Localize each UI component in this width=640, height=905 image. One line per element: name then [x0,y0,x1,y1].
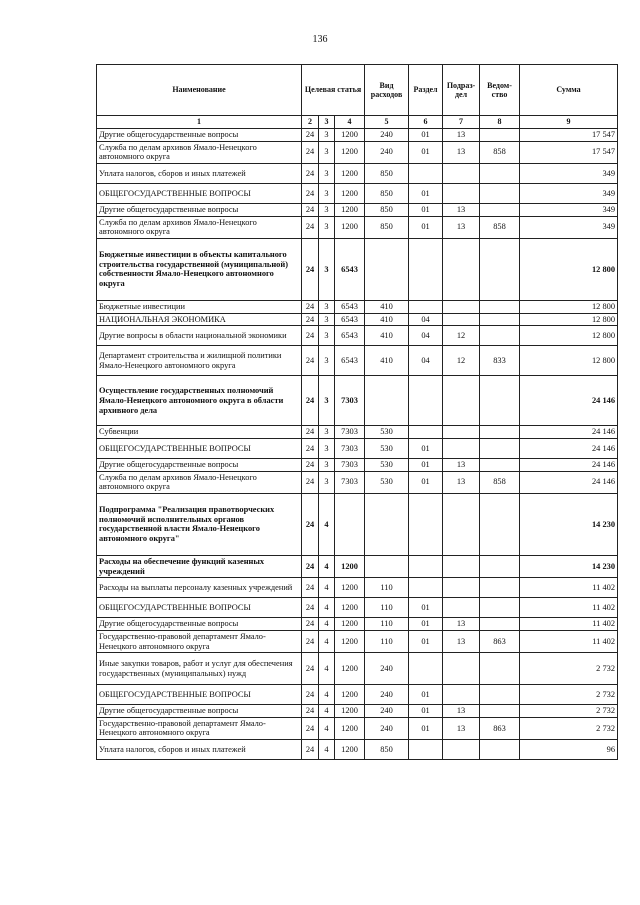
subsection-cell: 13 [443,630,480,652]
target-article-part1-cell: 24 [302,313,319,326]
target-article-part1-cell: 24 [302,376,319,426]
amount-cell: 14 230 [520,555,618,577]
department-cell [480,653,520,685]
target-article-part1-cell: 24 [302,598,319,618]
department-cell [480,129,520,142]
target-article-part1-cell: 24 [302,653,319,685]
target-article-part2-cell: 3 [319,183,335,203]
expense-type-cell: 850 [365,183,409,203]
target-article-part1-cell: 24 [302,163,319,183]
department-cell [480,598,520,618]
section-cell: 01 [409,717,443,739]
target-article-part2-cell: 4 [319,578,335,598]
target-article-part2-cell: 3 [319,216,335,238]
department-cell: 858 [480,141,520,163]
target-article-part2-cell: 3 [319,129,335,142]
target-article-part3-cell: 1200 [335,740,365,760]
expense-type-cell: 110 [365,630,409,652]
section-cell: 01 [409,216,443,238]
header-section: Раздел [409,65,443,116]
subsection-cell [443,238,480,300]
target-article-part3-cell: 1200 [335,203,365,216]
target-article-part2-cell: 3 [319,326,335,346]
column-number: 9 [520,116,618,129]
row-name-cell: Служба по делам архивов Ямало-Ненецкого автономного округа [97,141,302,163]
subsection-cell [443,493,480,555]
subsection-cell [443,376,480,426]
amount-cell: 2 732 [520,705,618,718]
target-article-part1-cell: 24 [302,203,319,216]
department-cell [480,313,520,326]
row-name-cell: Другие общегосударственные вопросы [97,458,302,471]
subsection-cell [443,555,480,577]
row-name-cell: Осуществление государственных полномочий Ямало-Ненецкого автономного округа в области архивного дела [97,376,302,426]
target-article-part2-cell: 3 [319,163,335,183]
target-article-part1-cell: 24 [302,141,319,163]
target-article-part2-cell: 3 [319,238,335,300]
column-number: 4 [335,116,365,129]
section-cell: 01 [409,438,443,458]
amount-cell: 24 146 [520,458,618,471]
expense-type-cell: 110 [365,598,409,618]
department-cell [480,203,520,216]
expense-type-cell: 850 [365,163,409,183]
target-article-part1-cell: 24 [302,346,319,376]
department-cell: 863 [480,717,520,739]
column-number: 7 [443,116,480,129]
target-article-part3-cell: 1200 [335,183,365,203]
row-name-cell: ОБЩЕГОСУДАРСТВЕННЫЕ ВОПРОСЫ [97,598,302,618]
subsection-cell [443,426,480,439]
target-article-part3-cell: 1200 [335,216,365,238]
department-cell [480,163,520,183]
department-cell [480,705,520,718]
target-article-part1-cell: 24 [302,438,319,458]
subsection-cell: 13 [443,458,480,471]
target-article-part3-cell: 6543 [335,346,365,376]
amount-cell: 12 800 [520,238,618,300]
target-article-part3-cell: 1200 [335,578,365,598]
section-cell: 01 [409,598,443,618]
section-cell: 01 [409,705,443,718]
target-article-part3-cell: 1200 [335,618,365,631]
row-name-cell: ОБЩЕГОСУДАРСТВЕННЫЕ ВОПРОСЫ [97,183,302,203]
table-row [97,376,618,426]
department-cell [480,740,520,760]
expense-type-cell: 240 [365,717,409,739]
subsection-cell [443,653,480,685]
column-number: 6 [409,116,443,129]
department-cell [480,618,520,631]
section-cell: 01 [409,618,443,631]
target-article-part3-cell: 1200 [335,717,365,739]
row-name-cell: Субвенции [97,426,302,439]
subsection-cell [443,183,480,203]
expense-type-cell: 240 [365,141,409,163]
column-number: 2 [302,116,319,129]
subsection-cell [443,313,480,326]
table-row [97,346,618,376]
table-row [97,740,618,760]
row-name-cell: Государственно-правовой департамент Ямало-Ненецкого автономного округа [97,717,302,739]
target-article-part2-cell: 3 [319,346,335,376]
expense-type-cell: 110 [365,618,409,631]
table-row [97,705,618,718]
target-article-part1-cell: 24 [302,630,319,652]
subsection-cell: 13 [443,216,480,238]
table-row [97,458,618,471]
target-article-part3-cell: 6543 [335,238,365,300]
row-name-cell: Другие общегосударственные вопросы [97,203,302,216]
row-name-cell: Другие общегосударственные вопросы [97,129,302,142]
row-name-cell: Служба по делам архивов Ямало-Ненецкого автономного округа [97,216,302,238]
subsection-cell: 12 [443,346,480,376]
subsection-cell [443,438,480,458]
section-cell [409,163,443,183]
section-cell: 01 [409,183,443,203]
target-article-part3-cell: 1200 [335,129,365,142]
section-cell: 04 [409,313,443,326]
expense-type-cell: 530 [365,426,409,439]
target-article-part2-cell: 3 [319,438,335,458]
row-name-cell: ОБЩЕГОСУДАРСТВЕННЫЕ ВОПРОСЫ [97,438,302,458]
amount-cell: 349 [520,183,618,203]
amount-cell: 17 547 [520,129,618,142]
subsection-cell [443,578,480,598]
target-article-part1-cell: 24 [302,493,319,555]
target-article-part1-cell: 24 [302,300,319,313]
row-name-cell: Уплата налогов, сборов и иных платежей [97,163,302,183]
row-name-cell: Служба по делам архивов Ямало-Ненецкого автономного округа [97,471,302,493]
target-article-part2-cell: 3 [319,141,335,163]
target-article-part3-cell: 6543 [335,313,365,326]
target-article-part1-cell: 24 [302,740,319,760]
subsection-cell [443,300,480,313]
target-article-part2-cell: 4 [319,555,335,577]
table-row [97,598,618,618]
target-article-part2-cell: 4 [319,630,335,652]
section-cell [409,376,443,426]
department-cell: 858 [480,216,520,238]
table-row [97,438,618,458]
target-article-part3-cell: 1200 [335,630,365,652]
subsection-cell: 13 [443,471,480,493]
table-row [97,426,618,439]
amount-cell: 24 146 [520,426,618,439]
amount-cell: 2 732 [520,717,618,739]
section-cell [409,300,443,313]
target-article-part3-cell: 1200 [335,555,365,577]
column-number: 1 [97,116,302,129]
table-row [97,141,618,163]
row-name-cell: Бюджетные инвестиции в объекты капитального строительства государственной (муниципальной) собственности Ямало-Ненецкого автономного округа [97,238,302,300]
department-cell: 833 [480,346,520,376]
amount-cell: 96 [520,740,618,760]
amount-cell: 24 146 [520,376,618,426]
target-article-part3-cell: 7303 [335,376,365,426]
department-cell [480,183,520,203]
department-cell [480,426,520,439]
target-article-part2-cell: 3 [319,458,335,471]
target-article-part3-cell: 1200 [335,598,365,618]
amount-cell: 11 402 [520,630,618,652]
table-row [97,313,618,326]
budget-table [96,64,618,760]
row-name-cell: Иные закупки товаров, работ и услуг для обеспечения государственных (муниципальных) нужд [97,653,302,685]
table-body [97,129,618,760]
column-number: 5 [365,116,409,129]
department-cell: 858 [480,471,520,493]
target-article-part1-cell: 24 [302,471,319,493]
amount-cell: 11 402 [520,618,618,631]
table-row [97,717,618,739]
target-article-part3-cell: 6543 [335,300,365,313]
expense-type-cell [365,555,409,577]
department-cell: 863 [480,630,520,652]
target-article-part2-cell: 4 [319,685,335,705]
row-name-cell: Другие общегосударственные вопросы [97,705,302,718]
table-row [97,493,618,555]
expense-type-cell: 240 [365,705,409,718]
target-article-part1-cell: 24 [302,426,319,439]
subsection-cell: 13 [443,203,480,216]
section-cell: 01 [409,458,443,471]
target-article-part2-cell: 4 [319,740,335,760]
target-article-part2-cell: 4 [319,717,335,739]
target-article-part2-cell: 4 [319,598,335,618]
target-article-part2-cell: 3 [319,376,335,426]
department-cell [480,685,520,705]
amount-cell: 12 800 [520,313,618,326]
table-row [97,578,618,598]
table-row [97,555,618,577]
section-cell [409,493,443,555]
subsection-cell: 12 [443,326,480,346]
column-number: 8 [480,116,520,129]
header-amount: Сумма [520,65,618,116]
target-article-part1-cell: 24 [302,685,319,705]
amount-cell: 11 402 [520,578,618,598]
department-cell [480,376,520,426]
table-row [97,163,618,183]
target-article-part1-cell: 24 [302,183,319,203]
expense-type-cell: 530 [365,438,409,458]
section-cell: 04 [409,326,443,346]
target-article-part2-cell: 3 [319,471,335,493]
expense-type-cell: 850 [365,203,409,216]
section-cell [409,653,443,685]
header-target-article: Целевая статья [302,65,365,116]
target-article-part3-cell: 7303 [335,426,365,439]
expense-type-cell [365,493,409,555]
header-subsection: Подраз-дел [443,65,480,116]
row-name-cell: НАЦИОНАЛЬНАЯ ЭКОНОМИКА [97,313,302,326]
subsection-cell [443,740,480,760]
table-row [97,183,618,203]
expense-type-cell: 240 [365,129,409,142]
row-name-cell: Государственно-правовой департамент Ямало-Ненецкого автономного округа [97,630,302,652]
target-article-part2-cell: 3 [319,313,335,326]
table-row [97,630,618,652]
target-article-part2-cell: 3 [319,203,335,216]
table-row [97,471,618,493]
amount-cell: 24 146 [520,438,618,458]
section-cell: 01 [409,129,443,142]
target-article-part3-cell: 1200 [335,685,365,705]
amount-cell: 12 800 [520,346,618,376]
subsection-cell: 13 [443,618,480,631]
subsection-cell [443,163,480,183]
target-article-part1-cell: 24 [302,216,319,238]
target-article-part3-cell [335,493,365,555]
expense-type-cell: 410 [365,313,409,326]
section-cell [409,426,443,439]
row-name-cell: Другие общегосударственные вопросы [97,618,302,631]
table-row [97,203,618,216]
expense-type-cell [365,376,409,426]
target-article-part3-cell: 1200 [335,141,365,163]
expense-type-cell: 410 [365,300,409,313]
row-name-cell: Другие вопросы в области национальной экономики [97,326,302,346]
subsection-cell: 13 [443,717,480,739]
section-cell: 01 [409,630,443,652]
row-name-cell: Бюджетные инвестиции [97,300,302,313]
target-article-part3-cell: 7303 [335,471,365,493]
section-cell: 01 [409,471,443,493]
row-name-cell: Подпрограмма "Реализация правотворческих полномочий исполнительных органов государственной власти Ямало-Ненецкого автономного округа" [97,493,302,555]
section-cell [409,740,443,760]
page-number: 136 [312,34,328,45]
target-article-part1-cell: 24 [302,129,319,142]
table-row [97,326,618,346]
header-name: Наименование [97,65,302,116]
header-row [97,65,618,116]
subsection-cell [443,598,480,618]
target-article-part1-cell: 24 [302,618,319,631]
expense-type-cell: 850 [365,740,409,760]
section-cell: 01 [409,203,443,216]
department-cell [480,493,520,555]
department-cell [480,238,520,300]
amount-cell: 2 732 [520,653,618,685]
department-cell [480,300,520,313]
table-row [97,618,618,631]
department-cell [480,578,520,598]
amount-cell: 349 [520,163,618,183]
column-number: 3 [319,116,335,129]
target-article-part3-cell: 1200 [335,653,365,685]
amount-cell: 2 732 [520,685,618,705]
target-article-part3-cell: 7303 [335,438,365,458]
expense-type-cell: 240 [365,685,409,705]
target-article-part3-cell: 7303 [335,458,365,471]
subsection-cell [443,685,480,705]
target-article-part3-cell: 1200 [335,163,365,183]
expense-type-cell [365,238,409,300]
subsection-cell: 13 [443,129,480,142]
section-cell: 01 [409,685,443,705]
target-article-part2-cell: 3 [319,426,335,439]
table-row [97,216,618,238]
expense-type-cell: 240 [365,653,409,685]
target-article-part2-cell: 4 [319,653,335,685]
expense-type-cell: 530 [365,471,409,493]
expense-type-cell: 410 [365,326,409,346]
table-row [97,300,618,313]
subsection-cell: 13 [443,705,480,718]
target-article-part3-cell: 6543 [335,326,365,346]
table-row [97,653,618,685]
target-article-part1-cell: 24 [302,326,319,346]
section-cell: 01 [409,141,443,163]
amount-cell: 14 230 [520,493,618,555]
amount-cell: 24 146 [520,471,618,493]
target-article-part1-cell: 24 [302,717,319,739]
department-cell [480,555,520,577]
table-row [97,129,618,142]
expense-type-cell: 850 [365,216,409,238]
department-cell [480,458,520,471]
column-number-row [97,116,618,129]
target-article-part1-cell: 24 [302,705,319,718]
expense-type-cell: 110 [365,578,409,598]
section-cell [409,238,443,300]
section-cell [409,578,443,598]
header-department: Ведом-ство [480,65,520,116]
department-cell [480,438,520,458]
subsection-cell: 13 [443,141,480,163]
amount-cell: 12 800 [520,300,618,313]
amount-cell: 349 [520,203,618,216]
header-expense-type: Вид расходов [365,65,409,116]
amount-cell: 11 402 [520,598,618,618]
row-name-cell: ОБЩЕГОСУДАРСТВЕННЫЕ ВОПРОСЫ [97,685,302,705]
expense-type-cell: 530 [365,458,409,471]
row-name-cell: Уплата налогов, сборов и иных платежей [97,740,302,760]
target-article-part3-cell: 1200 [335,705,365,718]
target-article-part1-cell: 24 [302,458,319,471]
table-row [97,685,618,705]
target-article-part1-cell: 24 [302,238,319,300]
section-cell: 04 [409,346,443,376]
amount-cell: 17 547 [520,141,618,163]
target-article-part1-cell: 24 [302,555,319,577]
row-name-cell: Расходы на выплаты персоналу казенных учреждений [97,578,302,598]
expense-type-cell: 410 [365,346,409,376]
row-name-cell: Департамент строительства и жилищной политики Ямало-Ненецкого автономного округа [97,346,302,376]
target-article-part1-cell: 24 [302,578,319,598]
table-row [97,238,618,300]
amount-cell: 12 800 [520,326,618,346]
department-cell [480,326,520,346]
target-article-part2-cell: 4 [319,618,335,631]
row-name-cell: Расходы на обеспечение функций казенных учреждений [97,555,302,577]
target-article-part2-cell: 3 [319,300,335,313]
amount-cell: 349 [520,216,618,238]
target-article-part2-cell: 4 [319,705,335,718]
target-article-part2-cell: 4 [319,493,335,555]
section-cell [409,555,443,577]
